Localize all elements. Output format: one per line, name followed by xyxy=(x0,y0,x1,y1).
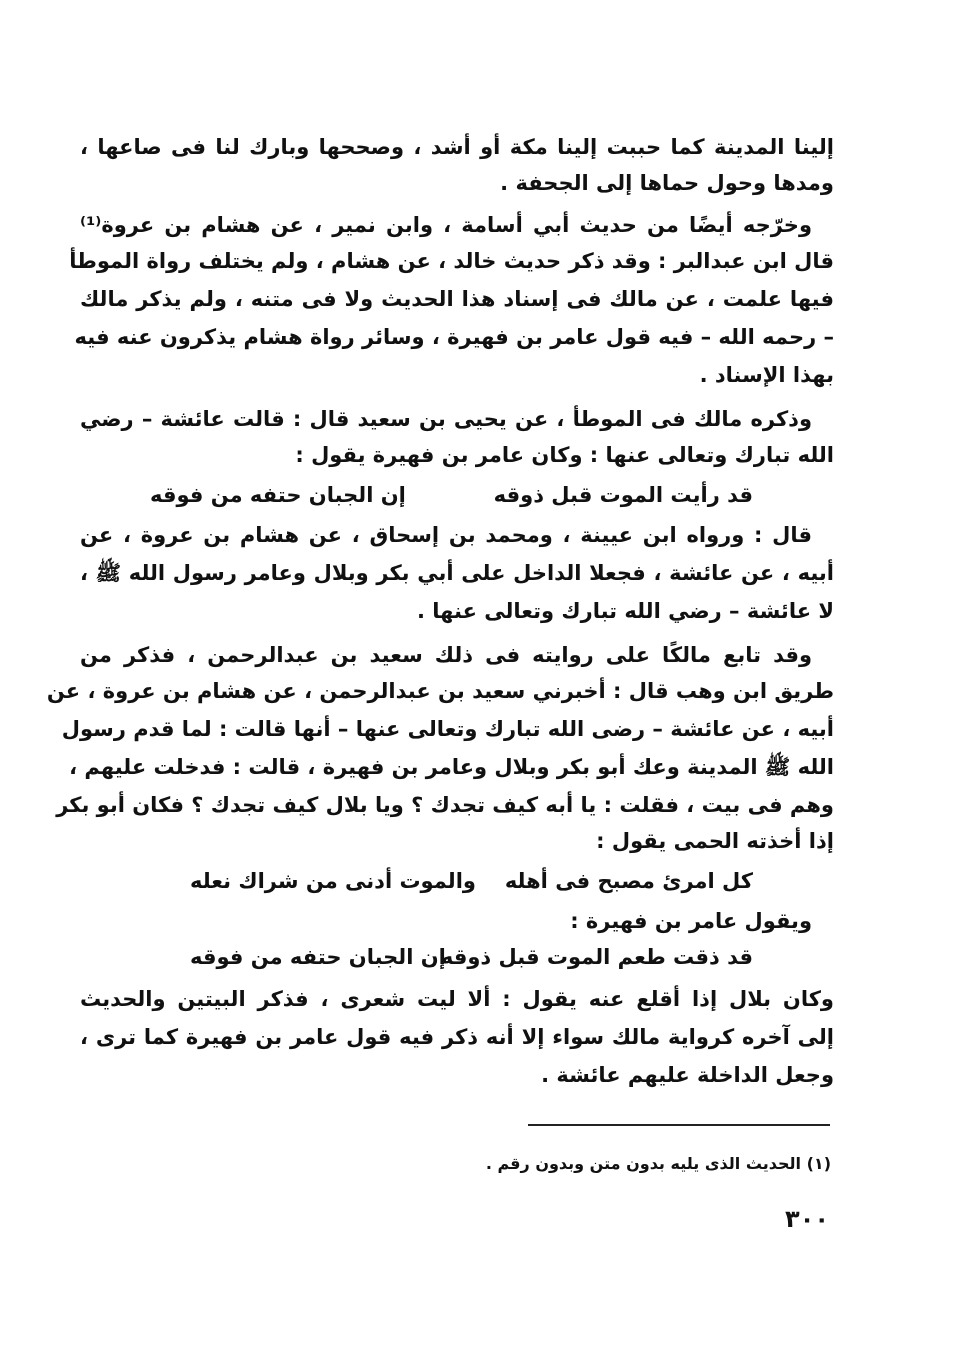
text-line: وخرّجه أيضًا من حديث أبي أسامة ، وابن نمير ، عن هشام بن عروة⁽¹⁾ xyxy=(80,213,812,237)
text-line: طريق ابن وهب قال : أخبرني سعيد بن عبدالرحمن ، عن هشام بن عروة ، عن xyxy=(46,679,834,703)
text-line: ويقول عامر بن فهيرة : xyxy=(570,909,812,933)
text-line: فيها علمت ، عن مالك فى إسناد هذا الحديث ولا فى متنه ، ولم يذكر مالك xyxy=(80,287,834,311)
footnote: (١) الحديث الذى يليه بدون متن وبدون رقم . xyxy=(485,1154,831,1173)
text-line: قال ابن عبدالبر : وقد ذكر حديث خالد ، عن هشام ، ولم يختلف رواة الموطأ xyxy=(69,249,834,273)
text-line: وذكره مالك فى الموطأ ، عن يحيى بن سعيد قال : قالت عائشة – رضي xyxy=(80,407,812,431)
text-line: وكان بلال إذا أقلع عنه يقول : ألا ليت شعرى ، فذكر البيتين والحديث xyxy=(80,987,834,1011)
text-line: بهذا الإسناد . xyxy=(699,363,834,387)
verse-hemistich-left: إن الجبان حتفه من فوقه xyxy=(150,483,406,507)
page-number: ٣٠٠ xyxy=(785,1205,829,1233)
text-line: وهم فى بيت ، فقلت : يا أبه كيف تجدك ؟ ويا بلال كيف تجدك ؟ فكان أبو بكر xyxy=(56,793,834,817)
verse-hemistich-left: والموت أدنى من شراك نعله xyxy=(190,869,476,893)
text-line: إذا أخذته الحمى يقول : xyxy=(596,829,834,853)
text-line: وقد تابع مالكًا على روايته فى ذلك سعيد بن عبدالرحمن ، فذكر من xyxy=(80,643,812,667)
text-line: الله تبارك وتعالى عنها : وكان عامر بن فهيرة يقول : xyxy=(295,443,834,467)
text-line: إلينا المدينة كما حببت إلينا مكة أو أشد ، وصححها وبارك لنا فى صاعها ، xyxy=(80,135,834,159)
verse-hemistich-right: قد رأيت الموت قبل ذوقه xyxy=(493,483,753,507)
text-line: الله ﷺ المدينة وعك أبو بكر وبلال وعامر بن فهيرة ، قالت : فدخلت عليهم ، xyxy=(69,755,834,779)
footnote-separator xyxy=(528,1124,830,1126)
verse-hemistich-left: إن الجبان حتفه من فوقه xyxy=(190,945,446,969)
verse-hemistich-right: كل امرئ مصبح فى أهله xyxy=(504,869,753,893)
text-line: ومدها وحول حماها إلى الجحفة . xyxy=(500,171,834,195)
text-line: – رحمه الله – فيه قول عامر بن فهيرة ، وسائر رواة هشام يذكرون عنه فيه xyxy=(74,325,834,349)
text-line: وجعل الداخلة عليهم عائشة . xyxy=(541,1063,834,1087)
text-line: إلى آخره كرواية مالك سواء إلا أنه ذكر فيه قول عامر بن فهيرة كما ترى ، xyxy=(80,1025,834,1049)
text-line: قال : ورواه ابن عيينة ، ومحمد بن إسحاق ، عن هشام بن عروة ، عن xyxy=(80,523,812,547)
text-line: لا عائشة – رضي الله تبارك وتعالى عنها . xyxy=(417,599,834,623)
text-line: أبيه ، عن عائشة – رضى الله تبارك وتعالى عنها – أنها قالت : لما قدم رسول xyxy=(61,717,834,741)
verse-hemistich-right: قد ذقت طعم الموت قبل ذوقه xyxy=(440,945,753,969)
text-line: أبيه ، عن عائشة ، فجعلا الداخل على أبي بكر وبلال وعامر رسول الله ﷺ ، xyxy=(80,561,834,585)
